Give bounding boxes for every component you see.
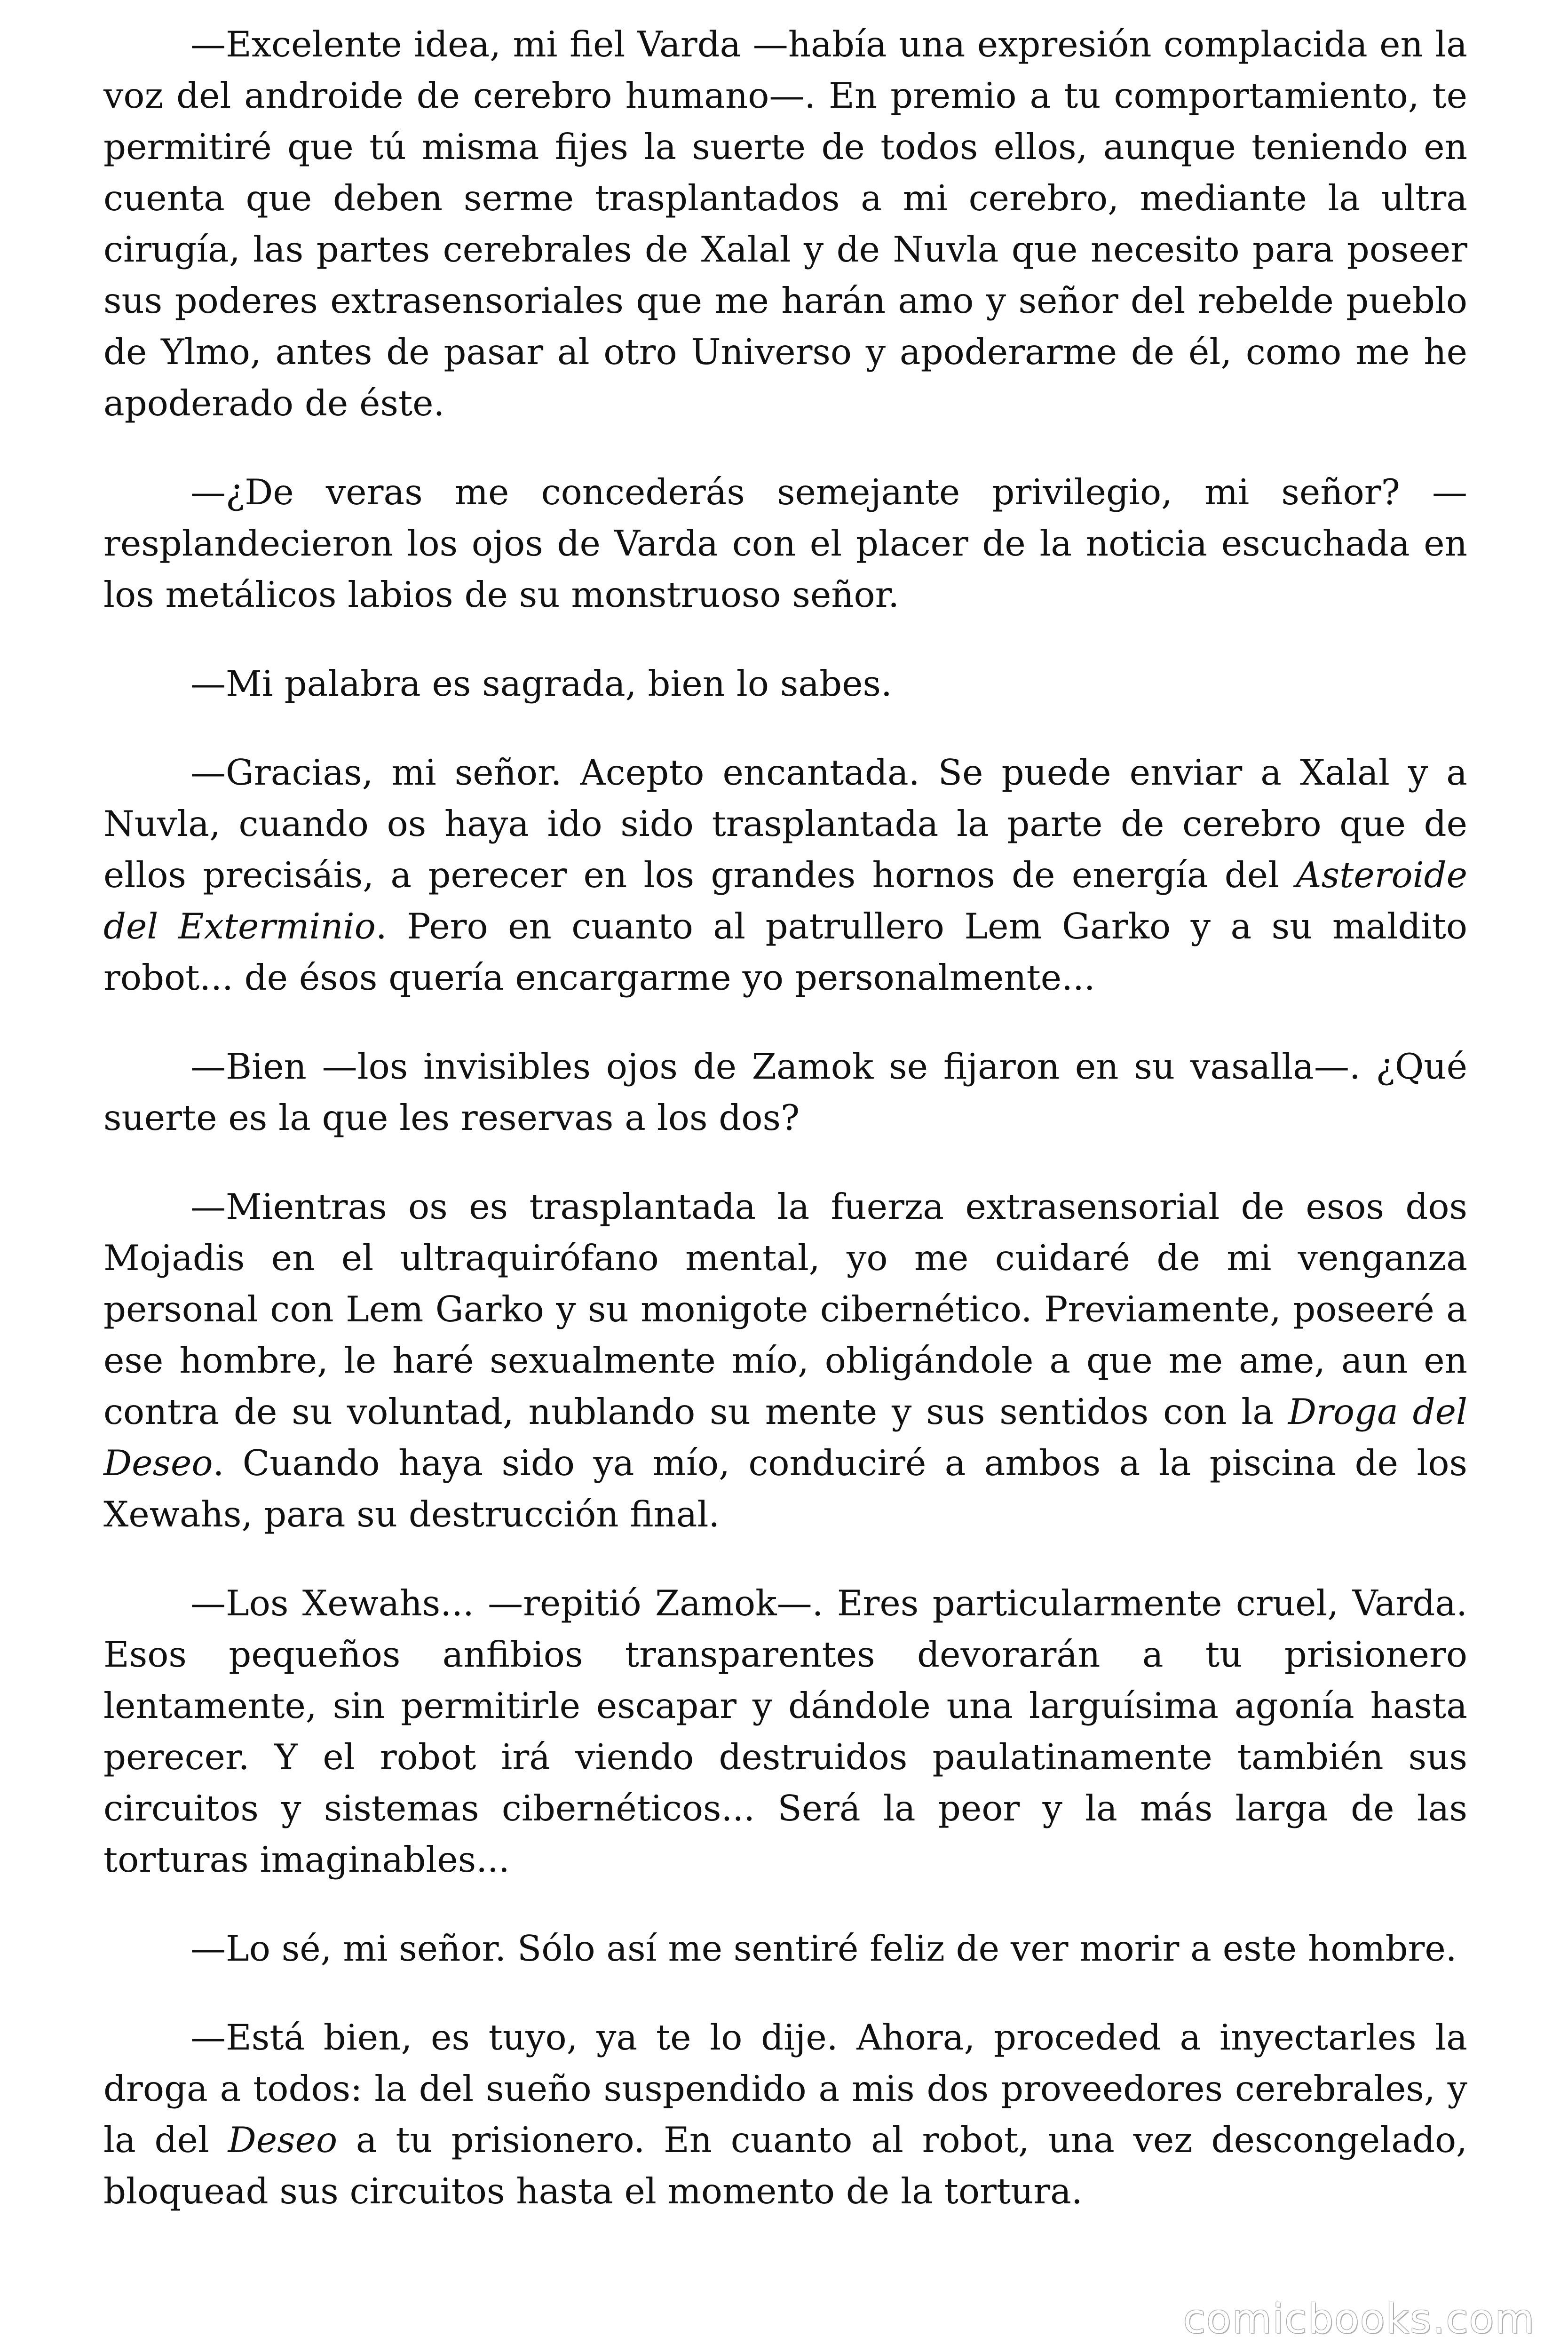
paragraph <box>103 467 1467 620</box>
paragraph-text: —Está bien, es tuyo, ya te lo dije. Ahora, proceded a inyectarles la droga a todos: la del sueño suspendido a mis dos proveedores cerebrales, y la del <box>103 2017 1467 2161</box>
paragraph <box>103 2012 1467 2217</box>
paragraph-text: a tu prisionero. En cuanto al robot, una vez descongelado, bloquead sus circuitos hasta el momento de la tortura. <box>103 2119 1467 2212</box>
paragraph <box>103 747 1467 1003</box>
paragraph-text: —Gracias, mi señor. Acepto encantada. Se puede enviar a Xalal y a Nuvla, cuando os haya ido sido trasplantada la parte de cerebro que de ellos precisáis, a perecer en los grandes hornos de energía del <box>103 752 1467 896</box>
paragraph-text: —Mientras os es trasplantada la fuerza extrasensorial de esos dos Mojadis en el ultraquirófano mental, yo me cuidaré de mi venganza personal con Lem Garko y su monigote cibernético. Previamente, poseeré a ese hombre, le haré sexualmente mío, obligándole a que me ame, aun en contra de su voluntad, nublando su mente y sus sentidos con la <box>103 1186 1467 1432</box>
paragraph <box>103 1578 1467 1885</box>
paragraph <box>103 658 1467 709</box>
paragraph-text: —Lo sé, mi señor. Sólo así me sentiré feliz de ver morir a este hombre. <box>190 1928 1457 1969</box>
italic-title: Asteroide del Exterminio <box>103 854 1467 947</box>
paragraph <box>103 19 1467 429</box>
paragraph-text: . Cuando haya sido ya mío, conduciré a ambos a la piscina de los Xewahs, para su destrucción final. <box>103 1442 1467 1535</box>
paragraph-text: —Los Xewahs... —repitió Zamok—. Eres particularmente cruel, Varda. Esos pequeños anfibios transparentes devorarán a tu prisionero lentamente, sin permitirle escapar y dándole una larguísima agonía hasta perecer. Y el robot irá viendo destruidos paulatinamente también sus circuitos y sistemas cibernéticos... Será la peor y la más larga de las torturas imaginables... <box>103 1582 1467 1880</box>
paragraph-text: . Pero en cuanto al patrullero Lem Garko y a su maldito robot... de ésos quería encargarme yo personalmente... <box>103 906 1467 998</box>
page-body <box>103 19 1467 2255</box>
paragraph-text: —Bien —los invisibles ojos de Zamok se fijaron en su vasalla—. ¿Qué suerte es la que les reservas a los dos? <box>103 1046 1467 1138</box>
paragraph <box>103 1181 1467 1540</box>
italic-title: Droga del Deseo <box>103 1391 1468 1484</box>
paragraph-text: —Excelente idea, mi fiel Varda —había una expresión complacida en la voz del androide de cerebro humano—. En premio a tu comportamiento, te permitiré que tú misma fijes la suerte de todos ellos, aunque teniendo en cuenta que deben serme trasplantados a mi cerebro, mediante la ultra cirugía, las partes cerebrales de Xalal y de Nuvla que necesito para poseer sus poderes extrasensoriales que me harán amo y señor del rebelde pueblo de Ylmo, antes de pasar al otro Universo y apoderarme de él, como me he apoderado de éste. <box>103 24 1467 424</box>
paragraph-text: —¿De veras me concederás semejante privilegio, mi señor? —resplandecieron los ojos de Varda con el placer de la noticia escuchada en los metálicos labios de su monstruoso señor. <box>103 471 1467 615</box>
watermark: comicbooks.com <box>1183 2296 1535 2343</box>
paragraph-text: —Mi palabra es sagrada, bien lo sabes. <box>190 663 892 704</box>
italic-title: Deseo <box>228 2119 338 2161</box>
paragraph <box>103 1041 1467 1144</box>
paragraph <box>103 1923 1467 1974</box>
